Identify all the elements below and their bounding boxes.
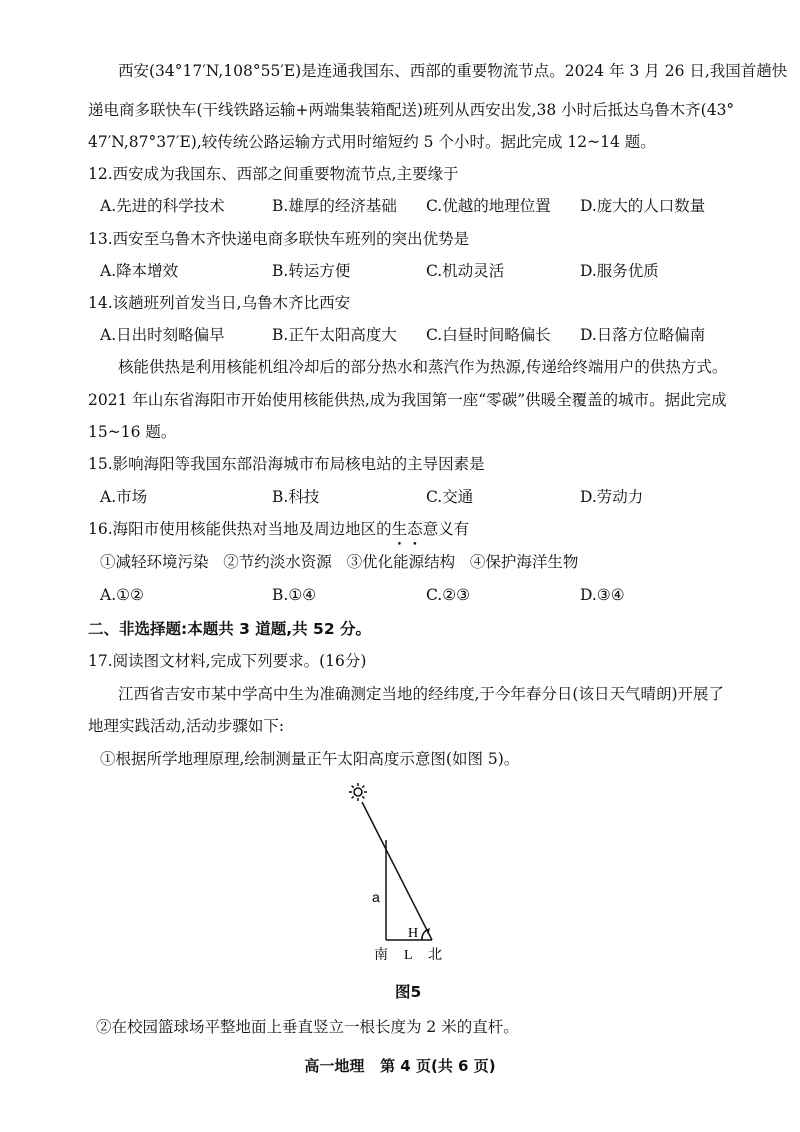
option-d: D.日落方位略偏南: [580, 326, 706, 344]
option-a: A.市场: [100, 488, 148, 506]
option-b: B.雄厚的经济基础: [272, 197, 397, 215]
question-stem: 14.该趟班列首发当日,乌鲁木齐比西安: [88, 294, 351, 312]
emphasis-char: 态: [407, 520, 423, 538]
passage-line: 核能供热是利用核能机组冷却后的部分热水和蒸汽作为热源,传递给终端用户的供热方式。: [118, 358, 728, 376]
stem-text: 意义有: [422, 520, 470, 538]
option-a: A.先进的科学技术: [100, 197, 225, 215]
option-b: B.科技: [272, 488, 320, 506]
option-a: A.日出时刻略偏早: [100, 326, 225, 344]
option-d: D.庞大的人口数量: [580, 197, 706, 215]
figure-caption: 图5: [395, 983, 422, 1001]
question-stem: 12.西安成为我国东、西部之间重要物流节点,主要缘于: [88, 165, 459, 183]
option-d: D.劳动力: [580, 488, 644, 506]
sun-altitude-diagram: [340, 780, 460, 970]
step-1: ①根据所学地理原理,绘制测量正午太阳高度示意图(如图 5)。: [100, 750, 520, 768]
option-c: C.机动灵活: [426, 262, 505, 280]
sun-ray-line: [362, 802, 432, 940]
statement-list: ①减轻环境污染 ②节约淡水资源 ③优化能源结构 ④保护海洋生物: [100, 553, 579, 571]
page-footer: [0, 1055, 800, 1076]
sun-icon: [349, 783, 367, 801]
option-c: C.②③: [426, 586, 471, 604]
option-a: A.降本增效: [100, 262, 179, 280]
label-h: H: [408, 926, 419, 941]
option-c: C.优越的地理位置: [426, 197, 551, 215]
question-stem: 15.影响海阳等我国东部沿海城市布局核电站的主导因素是: [88, 455, 485, 473]
footer-text: 高一地理 第 4 页(共 6 页): [304, 1057, 496, 1075]
passage-line: 15~16 题。: [88, 423, 177, 441]
label-north: 北: [428, 947, 442, 963]
angle-arc: [422, 930, 427, 940]
option-b: B.正午太阳高度大: [272, 326, 397, 344]
passage-line: 西安(34°17′N,108°55′E)是连通我国东、西部的重要物流节点。2024 年 3 月 26 日,我国首趟快: [118, 62, 788, 80]
option-b: B.转运方便: [272, 262, 351, 280]
option-d: D.服务优质: [580, 262, 659, 280]
passage-line: 47′N,87°37′E),较传统公路运输方式用时缩短约 5 个小时。据此完成 12~14 题。: [88, 133, 656, 151]
option-d: D.③④: [580, 586, 625, 604]
option-c: C.白昼时间略偏长: [426, 326, 551, 344]
label-a: a: [372, 889, 380, 905]
option-b: B.①④: [272, 586, 317, 604]
stem-text: 16.海阳市使用核能供热对当地及周边地区的: [88, 520, 392, 538]
label-south: 南: [374, 947, 388, 963]
step-2: ②在校园篮球场平整地面上垂直竖立一根长度为 2 米的直杆。: [96, 1018, 519, 1036]
option-c: C.交通: [426, 488, 474, 506]
passage-line: 江西省吉安市某中学高中生为准确测定当地的经纬度,于今年春分日(该日天气晴朗)开展了: [118, 685, 725, 703]
option-a: A.①②: [100, 586, 144, 604]
passage-line: 2021 年山东省海阳市开始使用核能供热,成为我国第一座“零碳”供暖全覆盖的城市。据此完成: [88, 391, 727, 409]
question-stem: 13.西安至乌鲁木齐快递电商多联快车班列的突出优势是: [88, 230, 470, 248]
section-heading: 二、非选择题:本题共 3 道题,共 52 分。: [88, 620, 372, 638]
passage-line: 地理实践活动,活动步骤如下:: [88, 717, 285, 735]
question-stem: 17.阅读图文材料,完成下列要求。(16分): [88, 652, 367, 670]
label-l: L: [404, 948, 413, 963]
emphasis-char: 生: [391, 520, 408, 538]
passage-line: 递电商多联快车(干线铁路运输+两端集装箱配送)班列从西安出发,38 小时后抵达乌鲁木齐(43°: [88, 101, 735, 119]
question-stem: [88, 518, 469, 540]
